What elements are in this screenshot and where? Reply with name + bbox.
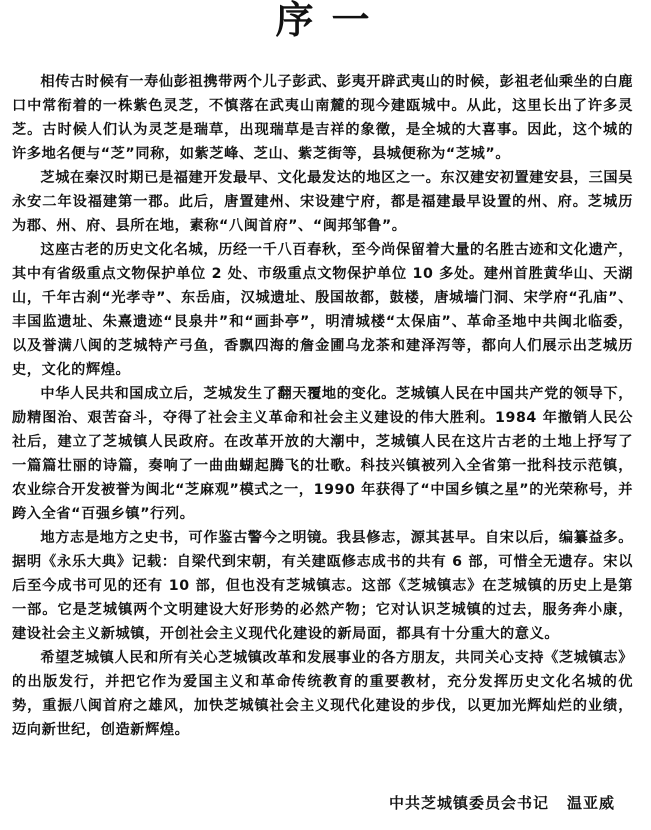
paragraph-4: 中华人民共和国成立后，芝城发生了翻天覆地的变化。芝城镇人民在中国共产党的领导下，励精图治、艰苦奋斗，夺得了社会主义革命和社会主义建设的伟大胜利。1984 年撤销人民公社后，建立了芝城镇人民政府。在改革开放的大潮中，芝城镇人民在这片古老的土地上抒写了一篇篇壮丽的诗篇，奏响了一曲曲蝴起腾飞的壮歌。科技兴镇被列入全省第一批科技示范镇，农业综合开发被誉为闽北“芝麻观”模式之一，1990 年获得了“中国乡镇之星”的光荣称号，并跨入全省“百强乡镇”行列。 bbox=[12, 386, 633, 522]
paragraph-1: 相传古时候有一寿仙彭祖携带两个儿子彭武、彭夷开辟武夷山的时候，彭祖老仙乘坐的白鹿口中常衔着的一株紫色灵芝，不慎落在武夷山南麓的现今建瓯城中。从此，这里长出了许多灵芝。古时候人们认为灵芝是瑞草，出现瑞草是吉祥的象徵，是全城的大喜事。因此，这个城的许多地名便与“芝”同称，如紫芝峰、芝山、紫芝街等，县城便称为“芝城”。 bbox=[12, 74, 633, 162]
page-title: 序一 bbox=[275, 0, 388, 42]
signature-name: 温亚威 bbox=[566, 794, 615, 812]
signature bbox=[389, 792, 615, 813]
signature-org: 中共芝城镇委员会书记 bbox=[388, 794, 549, 812]
document-body bbox=[12, 70, 633, 742]
paragraph-3: 这座古老的历史文化名城，历经一千八百春秋，至今尚保留着大量的名胜古迹和文化遗产，其中有省级重点文物保护单位 2 处、市级重点文物保护单位 10 多处。建州首胜黄华山、天湖山，千年古刹“光孝寺”、东岳庙，汉城遗址、殷国故都，鼓楼，唐城墙门洞、宋学府“孔庙”、丰国监遗址、朱熹遗迹“艮泉井”和“画卦亭”，明清城楼“太保庙”、革命圣地中共闽北临委，以及誉满八闽的芝城特产弓鱼，香飘四海的詹金圃乌龙茶和建泽泻等，都向人们展示出芝城历史，文化的辉煌。 bbox=[12, 242, 633, 378]
paragraph-2: 芝城在秦汉时期已是福建开发最早、文化最发达的地区之一。东汉建安初置建安县，三国吴永安二年设福建第一郡。此后，唐置建州、宋设建宁府，都是福建最早设置的州、府。芝城历为郡、州、府、县所在地，素称“八闽首府”、“闽邦邹鲁”。 bbox=[12, 170, 633, 234]
paragraph-5: 地方志是地方之史书，可作鉴古警今之明镜。我县修志，源其甚早。自宋以后，编纂益多。据明《永乐大典》记载：自梁代到宋朝，有关建瓯修志成书的共有 6 部，可惜全无遗存。宋以后至今成书可见的还有 10 部，但也没有芝城镇志。这部《芝城镇志》在芝城镇的历史上是第一部。它是芝城镇两个文明建设大好形势的必然产物；它对认识芝城镇的过去，服务奔小康，建设社会主义新城镇，开创社会主义现代化建设的新局面，都具有十分重大的意义。 bbox=[12, 530, 633, 642]
paragraph-6: 希望芝城镇人民和所有关心芝城镇改革和发展事业的各方朋友，共同关心支持《芝城镇志》的出版发行，并把它作为爱国主义和革命传统教育的重要教材，充分发挥历史文化名城的优势，重振八闽首府之雄风，加快芝城镇社会主义现代化建设的步伐，以更加光辉灿烂的业绩，迈向新世纪，创造新辉煌。 bbox=[12, 650, 633, 738]
